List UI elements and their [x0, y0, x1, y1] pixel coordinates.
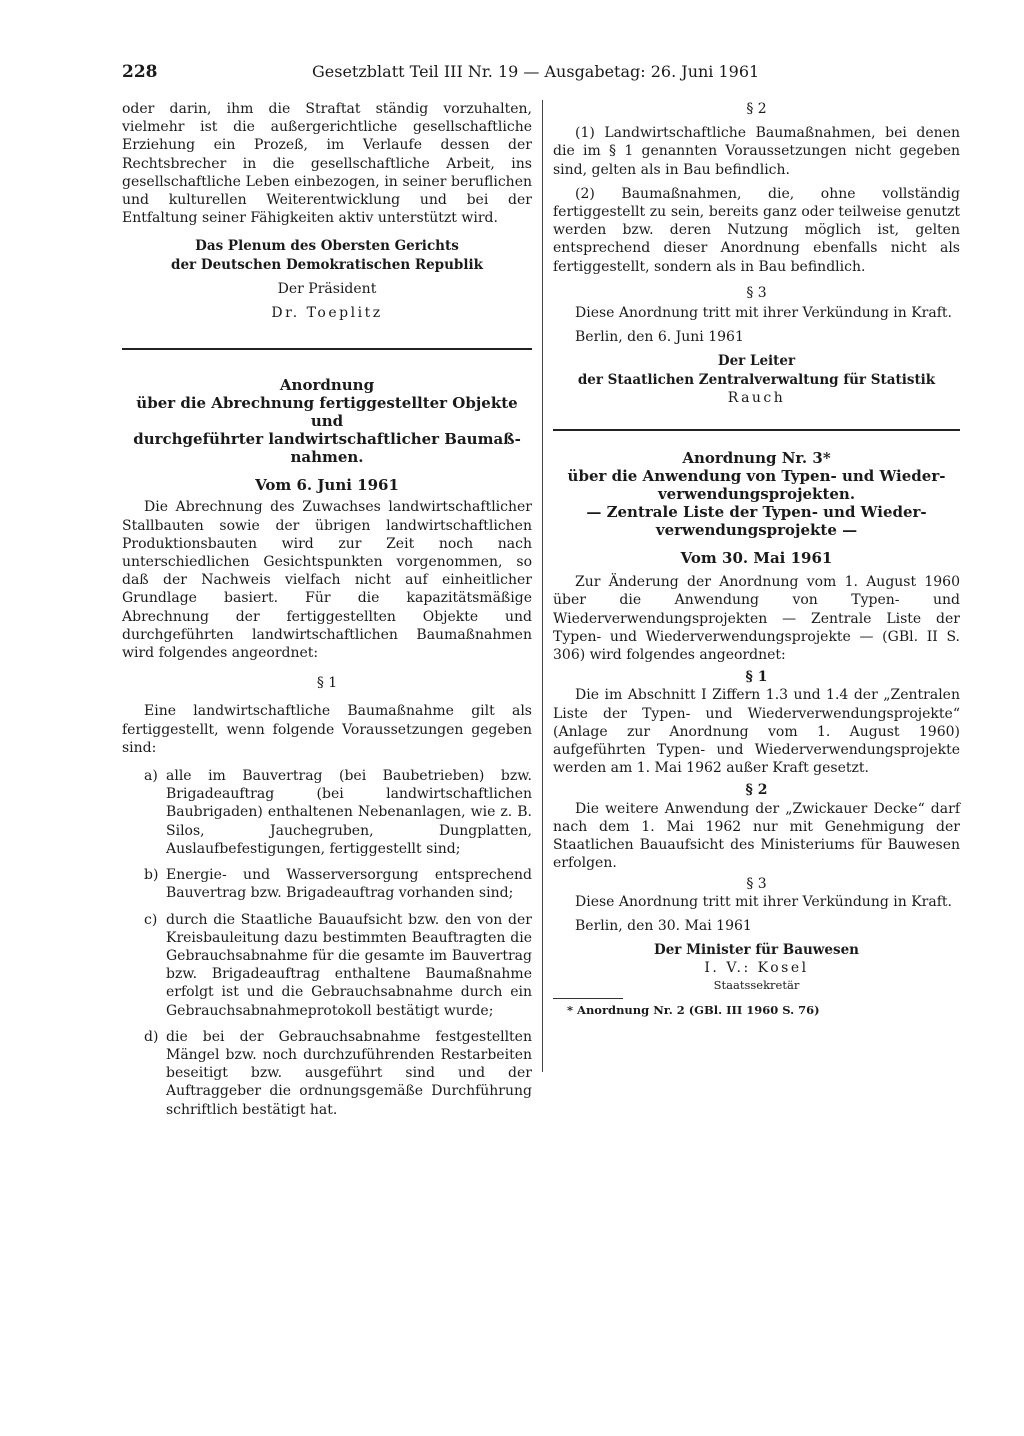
- section-2-para-2: (2) Baumaßnahmen, die, ohne vollständig fertiggestellt zu sein, bereits ganz oder teilweise genutzt werden bzw. deren Nutzung möglich ist, gelten entsprechend dieser Anordnung ebenfalls nicht als fertiggestellt, sondern als in Bau befindlich.: [553, 185, 960, 275]
- ord-title-line-1: Anordnung: [279, 376, 375, 395]
- ord2-title-line-1: Anordnung Nr. 3*: [682, 449, 831, 468]
- ordinance-2-title: [553, 449, 960, 539]
- item-label: b): [144, 867, 159, 884]
- header-title: Gesetzblatt Teil III Nr. 19 — Ausgabetag: 26. Juni 1961: [312, 62, 760, 81]
- right-column: [553, 100, 960, 1017]
- o2-section-3-heading: § 3: [746, 875, 767, 892]
- o2-signatory-line-2: I. V.: Kosel: [704, 960, 809, 977]
- court-line-1: Das Plenum des Obersten Gerichts: [195, 238, 459, 255]
- court-line-2: der Deutschen Demokratischen Republik: [171, 256, 483, 273]
- signatory-name: Rauch: [727, 389, 786, 406]
- o2-section-2-text: Die weitere Anwendung der „Zwickauer Decke“ darf nach dem 1. Mai 1962 nur mit Genehmigung der Staatlichen Bauaufsicht des Ministeriums für Bauwesen erfolgen.: [553, 800, 960, 872]
- o2-section-2-heading: § 2: [745, 782, 768, 799]
- item-text: alle im Bauvertrag (bei Baubetrieben) bzw. Brigadeauftrag (bei landwirtschaftlichen Baubrigaden) enthaltenen Nebenanlagen, wie z. B. Silos, Jauchegruben, Dungplatten, Auslaufbefestigungen, fertiggestellt sind;: [166, 768, 532, 857]
- item-label: d): [144, 1028, 159, 1045]
- section-rule: [553, 429, 960, 431]
- section-rule: [122, 348, 532, 350]
- page-header: [122, 60, 760, 84]
- section-3-text: Diese Anordnung tritt mit ihrer Verkündung in Kraft.: [575, 305, 952, 322]
- ord-title-line-2: über die Abrechnung fertiggestellter Objekte und: [136, 394, 518, 431]
- item-text: durch die Staatliche Bauaufsicht bzw. den von der Kreisbauleitung dazu bestimmten Beauftragten die Gebrauchsabnahme für die gesamte im Bauvertrag bzw. Brigadeauftrag enthaltene Baumaßnahme erfolgt ist und die Gebrauchsabnahme durch ein Gebrauchsabnahmeprotokoll bestätigt wurde;: [166, 911, 532, 1019]
- o2-section-1-text: Die im Abschnitt I Ziffern 1.3 und 1.4 der „Zentralen Liste der Typen- und Wiederverwendungsprojekte“ (Anlage zur Anordnung vom 1. August 1960) aufgeführten Typen- und Wiederverwendungsprojekte werden am 1. Mai 1962 außer Kraft gesetzt.: [553, 687, 960, 777]
- item-label: c): [144, 911, 158, 928]
- ord-title-line-4: nahmen.: [290, 448, 364, 467]
- ord2-title-line-4: — Zentrale Liste der Typen- und Wieder-: [586, 503, 927, 522]
- ordinance-2-preamble: Zur Änderung der Anordnung vom 1. August 1960 über die Anwendung von Typen- und Wiederverwendungsprojekten — Zentrale Liste der Typen- und Wiederverwendungsprojekte — (GBl. II S. 306) wird folgendes angeordnet:: [553, 574, 960, 664]
- president-name: Dr. Toeplitz: [271, 305, 383, 322]
- item-text: die bei der Gebrauchsabnahme festgestellten Mängel bzw. noch durchzuführenden Restarbeiten beseitigt bzw. ausgeführt sind und der Auftraggeber die ordnungsgemäße Durchführung schriftlich bestätigt hat.: [166, 1028, 532, 1118]
- section-1-heading: § 1: [316, 675, 338, 692]
- item-label: a): [144, 768, 158, 785]
- column-divider: [542, 100, 543, 1072]
- section-1-text: Eine landwirtschaftliche Baumaßnahme gilt als fertiggestellt, wenn folgende Voraussetzungen gegeben sind:: [122, 703, 532, 756]
- footnote: * Anordnung Nr. 2 (GBl. III 1960 S. 76): [567, 1002, 820, 1017]
- signatory-line-2: der Staatlichen Zentralverwaltung für Statistik: [577, 371, 936, 388]
- o2-section-3-text: Diese Anordnung tritt mit ihrer Verkündung in Kraft.: [575, 893, 952, 910]
- item-text: Energie- und Wasserversorgung entsprechend Bauvertrag bzw. Brigadeauftrag vorhanden sind;: [166, 867, 532, 902]
- o2-section-1-heading: § 1: [745, 669, 768, 686]
- o2-signatory-line-1: Der Minister für Bauwesen: [654, 942, 859, 959]
- section-2-para-1: (1) Landwirtschaftliche Baumaßnahmen, bei denen die im § 1 genannten Voraussetzungen nicht gegeben sind, gelten als in Bau befindlich.: [553, 125, 960, 178]
- ordinance-2-date: Vom 30. Mai 1961: [680, 549, 833, 568]
- list-item: [144, 767, 532, 858]
- president-title: Der Präsident: [277, 280, 377, 297]
- intro-paragraph: oder darin, ihm die Straftat ständig vorzuhalten, vielmehr ist die außergerichtliche gesellschaftliche Erziehung ein Prozeß, im Verlaufe dessen der Rechtsbrecher in die gesellschaftliche Arbeit, ins gesellschaftliche Leben einbezogen, in seiner beruflichen und kulturellen Weiterentwicklung und bei der Entfaltung seiner Fähigkeiten aktiv unterstützt wird.: [122, 101, 532, 227]
- section-2-heading: § 2: [746, 101, 767, 117]
- footnote-rule: [553, 998, 623, 999]
- signatory-line-1: Der Leiter: [717, 353, 796, 370]
- o2-signatory-line-3: Staatssekretär: [713, 977, 800, 992]
- o2-place-date: Berlin, den 30. Mai 1961: [575, 917, 752, 934]
- ordinance-date: Vom 6. Juni 1961: [255, 476, 399, 495]
- ord2-title-line-2: über die Anwendung von Typen- und Wieder-: [567, 467, 946, 486]
- ord2-title-line-3: verwendungsprojekten.: [657, 485, 856, 504]
- list-item: [144, 911, 532, 1020]
- ord-title-line-3: durchgeführter landwirtschaftlicher Baumaß-: [133, 430, 521, 449]
- section-3-heading: § 3: [746, 284, 767, 301]
- ord2-title-line-5: verwendungsprojekte —: [655, 521, 858, 540]
- ordinance-title: [122, 376, 532, 466]
- list-item: [144, 866, 532, 902]
- page-number: 228: [122, 62, 158, 82]
- place-date: Berlin, den 6. Juni 1961: [575, 329, 744, 346]
- list-item: [144, 1028, 532, 1119]
- ordinance-preamble: Die Abrechnung des Zuwachses landwirtschaftlicher Stallbauten sowie der übrigen landwirtschaftlichen Produktionsbauten wird zur Zeit noch nach unterschiedlichen Gesichtspunkten vorgenommen, so daß der Nachweis vielfach nicht auf einheitlicher Grundlage basiert. Für die kapazitätsmäßige Abrechnung der fertiggestellten Objekte und durchgeführten landwirtschaftlichen Baumaßnahmen wird folgendes angeordnet:: [122, 499, 532, 662]
- left-column: [122, 100, 532, 1127]
- conditions-list: [122, 767, 532, 1119]
